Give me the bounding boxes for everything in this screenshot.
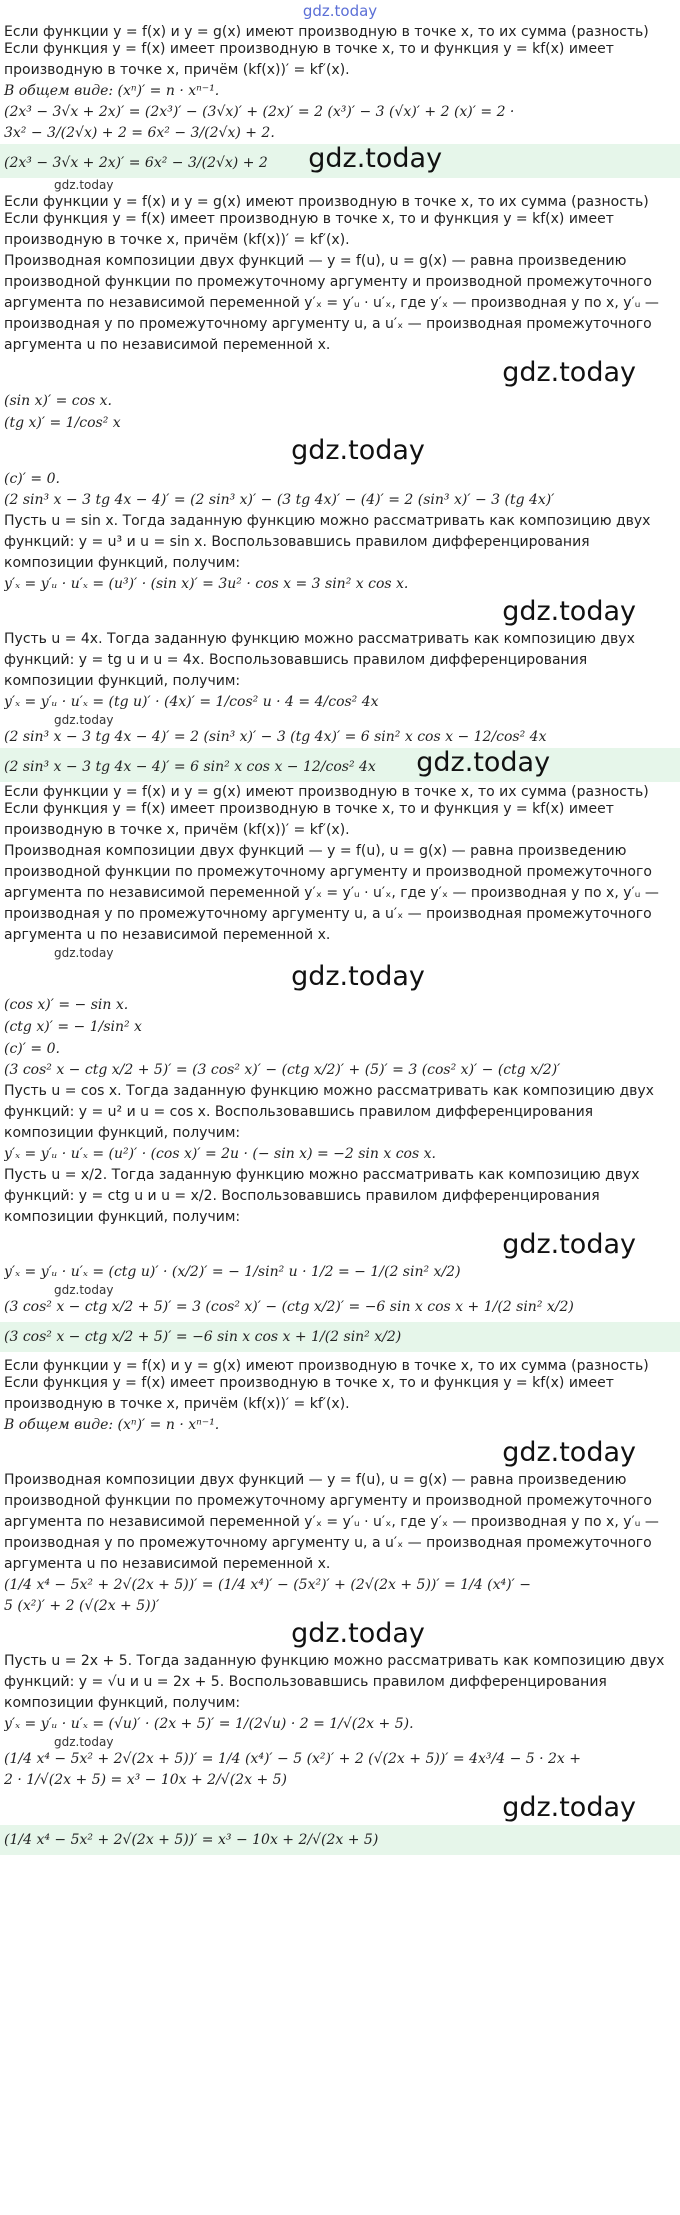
watermark: gdz.today: [291, 1618, 425, 1649]
table-derivative-1: (sin x)′ = cos x.: [4, 393, 113, 409]
table-derivative-2: (tg x)′ = 1/cos² x: [4, 415, 121, 431]
watermark-small: gdz.today: [54, 178, 114, 192]
watermark-row: [4, 960, 676, 994]
composition-rule-text: Производная композиции двух функций — y = f(u), u = g(x) — равна произведению производной функции по промежуточному аргументу и производной промежуточного аргумента по независимой переменной y′ₓ = y′ᵤ · u′ₓ, где y′ₓ — производная y по x, y′ᵤ — производная y по промежуточному аргументу u, а u′ₓ — производная промежуточного аргумента u по независимой переменной x.: [4, 253, 659, 353]
watermark: gdz.today: [291, 435, 425, 466]
watermark-row: [4, 1791, 676, 1825]
substitution-text-1: Пусть u = sin x. Тогда заданную функцию можно рассматривать как композицию двух функций: y = u³ и u = sin x. Воспользовавшись правилом дифференцирования композиции функций, получим:: [4, 513, 651, 571]
calculation-line-1: (2x³ − 3√x + 2x)′ = (2x³)′ − (3√x)′ + (2x)′ = 2 (x³)′ − 3 (√x)′ + 2 (x)′ = 2 ·: [4, 104, 515, 120]
table-derivative-3: (c)′ = 0.: [4, 1041, 60, 1057]
watermark-row: [4, 1436, 676, 1470]
constant-rule-text: Если функция y = f(x) имеет производную в точке x, то и функция y = kf(x) имеет производную в точке x, причём (kf(x))′ = kf′(x).: [4, 211, 614, 248]
site-header: [0, 0, 680, 22]
watermark: gdz.today: [502, 357, 636, 388]
constant-rule-text: Если функция y = f(x) имеет производную в точке x, то и функция y = kf(x) имеет производную в точке x, причём (kf(x))′ = kf′(x).: [4, 801, 614, 838]
watermark-row: [4, 356, 676, 390]
substitution-text-1: Пусть u = cos x. Тогда заданную функцию можно рассматривать как композицию двух функций: y = u² и u = cos x. Воспользовавшись правилом дифференцирования композиции функций, получим:: [4, 1083, 654, 1141]
table-derivative-2: (ctg x)′ = − 1/sin² x: [4, 1019, 142, 1035]
constant-rule-text: Если функция y = f(x) имеет производную в точке x, то и функция y = kf(x) имеет производную в точке x, причём (kf(x))′ = kf′(x).: [4, 41, 614, 78]
substitution-text-2: Пусть u = x/2. Тогда заданную функцию можно рассматривать как композицию двух функций: y = ctg u и u = x/2. Воспользовавшись правилом дифференцирования композиции функций, получим:: [4, 1167, 640, 1225]
watermark-small: gdz.today: [54, 946, 114, 960]
solution-part-2: [4, 192, 676, 782]
watermark: gdz.today: [502, 1792, 636, 1823]
solution-content: [0, 22, 680, 1855]
result-line: (3 cos² x − ctg x/2 + 5)′ = 3 (cos² x)′ − (ctg x/2)′ = −6 sin x cos x + 1/(2 sin² x/2): [4, 1299, 574, 1315]
derivation-line-1: y′ₓ = y′ᵤ · u′ₓ = (u³)′ · (sin x)′ = 3u² · cos x = 3 sin² x cos x.: [4, 576, 409, 592]
result-line: (2 sin³ x − 3 tg 4x − 4)′ = 2 (sin³ x)′ − 3 (tg 4x)′ = 6 sin² x cos x − 12/cos² 4x: [4, 729, 547, 745]
watermark-small: gdz.today: [54, 713, 114, 727]
watermark: gdz.today: [502, 1437, 636, 1468]
derivation-line-1: y′ₓ = y′ᵤ · u′ₓ = (u²)′ · (cos x)′ = 2u · (− sin x) = −2 sin x cos x.: [4, 1146, 436, 1162]
calculation-line-2: 3x² − 3/(2√x) + 2 = 6x² − 3/(2√x) + 2.: [4, 125, 275, 141]
result-line-1: (1/4 x⁴ − 5x² + 2√(2x + 5))′ = 1/4 (x⁴)′ − 5 (x²)′ + 2 (√(2x + 5))′ = 4x³/4 − 5 · 2x +: [4, 1751, 582, 1767]
sum-rule-text: Если функции y = f(x) и y = g(x) имеют производную в точке x, то их сумма (разность): [4, 784, 649, 799]
answer-formula: (2 sin³ x − 3 tg 4x − 4)′ = 6 sin² x cos x − 12/cos² 4x: [4, 759, 376, 775]
answer-box: [0, 1825, 680, 1855]
sum-rule-text: Если функции y = f(x) и y = g(x) имеют производную в точке x, то их сумма (разность): [4, 24, 649, 39]
composition-rule-text: Производная композиции двух функций — y = f(u), u = g(x) — равна произведению производной функции по промежуточному аргументу и производной промежуточного аргумента по независимой переменной y′ₓ = y′ᵤ · u′ₓ, где y′ₓ — производная y по x, y′ᵤ — производная y по промежуточному аргументу u, а u′ₓ — производная промежуточного аргумента u по независимой переменной x.: [4, 1472, 659, 1572]
calculation-line: (3 cos² x − ctg x/2 + 5)′ = (3 cos² x)′ − (ctg x/2)′ + (5)′ = 3 (cos² x)′ − (ctg x/2)′: [4, 1062, 561, 1078]
table-derivative-3: (c)′ = 0.: [4, 471, 60, 487]
watermark: gdz.today: [308, 144, 443, 174]
watermark-small: gdz.today: [54, 1283, 114, 1297]
derivation-line-2: y′ₓ = y′ᵤ · u′ₓ = (tg u)′ · (4x)′ = 1/cos² u · 4 = 4/cos² 4x: [4, 694, 379, 710]
substitution-text-2: Пусть u = 4x. Тогда заданную функцию можно рассматривать как композицию двух функций: y = tg u и u = 4x. Воспользовавшись правилом дифференцирования композиции функций, получим:: [4, 631, 635, 689]
calculation-line-1: (1/4 x⁴ − 5x² + 2√(2x + 5))′ = (1/4 x⁴)′ − (5x²)′ + (2√(2x + 5))′ = 1/4 (x⁴)′ −: [4, 1577, 531, 1593]
table-derivative-1: (cos x)′ = − sin x.: [4, 997, 129, 1013]
result-line-2: 2 · 1/√(2x + 5) = x³ − 10x + 2/√(2x + 5): [4, 1772, 287, 1788]
watermark-row: [4, 595, 676, 629]
constant-rule-text: Если функция y = f(x) имеет производную в точке x, то и функция y = kf(x) имеет производную в точке x, причём (kf(x))′ = kf′(x).: [4, 1375, 614, 1412]
calculation-line: (2 sin³ x − 3 tg 4x − 4)′ = (2 sin³ x)′ − (3 tg 4x)′ − (4)′ = 2 (sin³ x)′ − 3 (tg 4x)′: [4, 492, 555, 508]
derivation-line-1: y′ₓ = y′ᵤ · u′ₓ = (√u)′ · (2x + 5)′ = 1/(2√u) · 2 = 1/√(2x + 5).: [4, 1716, 414, 1732]
site-link[interactable]: gdz.today: [302, 2, 378, 20]
derivation-line-2: y′ₓ = y′ᵤ · u′ₓ = (ctg u)′ · (x/2)′ = − 1/sin² u · 1/2 = − 1/(2 sin² x/2): [4, 1264, 461, 1280]
sum-rule-text: Если функции y = f(x) и y = g(x) имеют производную в точке x, то их сумма (разность): [4, 194, 649, 209]
watermark: gdz.today: [291, 961, 425, 992]
sum-rule-text: Если функции y = f(x) и y = g(x) имеют производную в точке x, то их сумма (разность): [4, 1358, 649, 1373]
solution-part-3: [4, 782, 676, 1356]
answer-box: [0, 748, 680, 782]
power-rule-text: В общем виде: (xⁿ)′ = n · xⁿ⁻¹.: [4, 83, 220, 99]
watermark-row: [4, 1228, 676, 1262]
calculation-line-2: 5 (x²)′ + 2 (√(2x + 5))′: [4, 1598, 160, 1614]
substitution-text-1: Пусть u = 2x + 5. Тогда заданную функцию можно рассматривать как композицию двух функций: y = √u и u = 2x + 5. Воспользовавшись правилом дифференцирования композиции функций, получим:: [4, 1653, 665, 1711]
watermark: gdz.today: [502, 596, 636, 627]
composition-rule-text: Производная композиции двух функций — y = f(u), u = g(x) — равна произведению производной функции по промежуточному аргументу и производной промежуточного аргумента по независимой переменной y′ₓ = y′ᵤ · u′ₓ, где y′ₓ — производная y по x, y′ᵤ — производная y по промежуточному аргументу u, а u′ₓ — производная промежуточного аргумента u по независимой переменной x.: [4, 843, 659, 943]
watermark: gdz.today: [416, 748, 551, 778]
answer-box: [0, 1322, 680, 1352]
watermark: gdz.today: [502, 1229, 636, 1260]
solution-part-4: [4, 1356, 676, 1855]
answer-formula: (2x³ − 3√x + 2x)′ = 6x² − 3/(2√x) + 2: [4, 155, 268, 171]
watermark-row: [4, 1617, 676, 1651]
solution-part-1: [4, 22, 676, 192]
answer-formula: (3 cos² x − ctg x/2 + 5)′ = −6 sin x cos x + 1/(2 sin² x/2): [4, 1329, 402, 1345]
answer-formula: (1/4 x⁴ − 5x² + 2√(2x + 5))′ = x³ − 10x + 2/√(2x + 5): [4, 1832, 379, 1848]
answer-box: [0, 144, 680, 178]
power-rule-text: В общем виде: (xⁿ)′ = n · xⁿ⁻¹.: [4, 1417, 220, 1433]
watermark-small: gdz.today: [54, 1735, 114, 1749]
watermark-row: [4, 434, 676, 468]
